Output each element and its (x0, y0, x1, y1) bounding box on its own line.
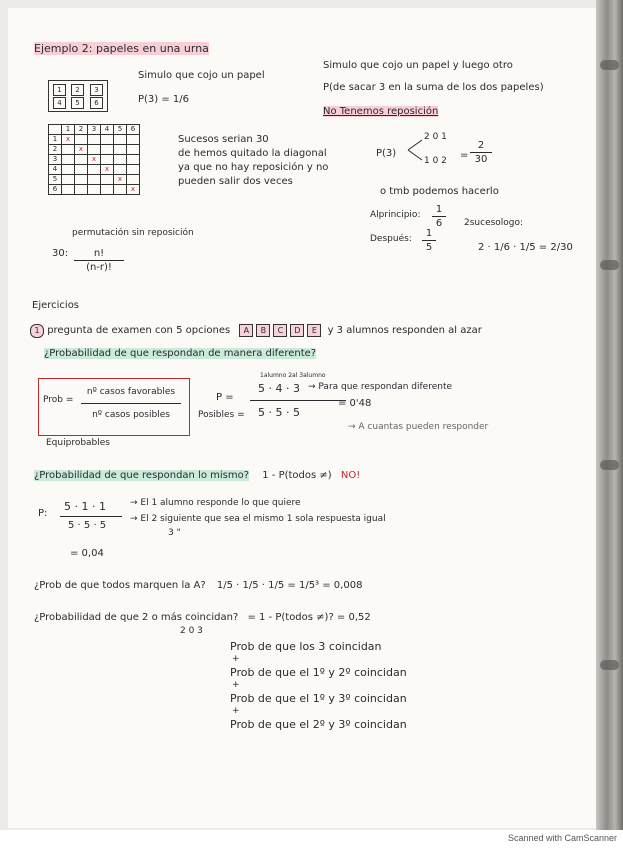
paper-5: 5 (71, 97, 84, 109)
calc2-num: 5 · 1 · 1 (64, 500, 106, 513)
prob-den: nº casos posibles (92, 410, 170, 420)
option-box: A (239, 324, 253, 337)
coincidence-item: Prob de que los 3 coincidan (230, 640, 382, 653)
permutacion-num: n! (93, 248, 105, 259)
table-cell (101, 155, 114, 165)
table-header-row (49, 125, 140, 135)
table-cell: 3 (49, 155, 62, 165)
table-cell: x (62, 135, 75, 145)
despues-fraction (422, 228, 436, 253)
permutacion-den: (n-r)! (86, 262, 112, 273)
table-cell (101, 185, 114, 195)
table-cell (88, 135, 101, 145)
sucesos-line4: pueden salir dos veces (178, 176, 293, 187)
table-row (49, 135, 140, 145)
table-cell: x (127, 185, 140, 195)
q-a-calc: 1/5 · 1/5 · 1/5 = 1/5³ = 0,008 (216, 580, 363, 591)
sucesos-line1: Sucesos serian 30 (178, 134, 269, 145)
calc1-num: 5 · 4 · 3 (258, 382, 300, 395)
table-row (49, 165, 140, 175)
sucesologo-calc: 2 · 1/6 · 1/5 = 2/30 (478, 242, 573, 253)
tree-result-den: 30 (474, 154, 488, 165)
permutacion-thirty: 30: (52, 248, 69, 259)
q-mismo-text: ¿Probabilidad de que respondan lo mismo? (34, 470, 250, 481)
paper-6: 6 (90, 97, 103, 109)
table-cell: x (88, 155, 101, 165)
principio-label: Alprincipio: (370, 210, 421, 220)
table-cell (114, 155, 127, 165)
table-cell (62, 165, 75, 175)
despues-num: 1 (425, 228, 433, 239)
table-cell (114, 165, 127, 175)
right-line2: P(de sacar 3 en la suma de los dos papeles) (323, 82, 544, 93)
tree-result-num: 2 (477, 140, 485, 151)
question-text: pregunta de examen con 5 opciones (47, 325, 231, 336)
table-cell (114, 135, 127, 145)
table-cell (127, 135, 140, 145)
principio-den: 6 (435, 218, 443, 229)
option-box: B (256, 324, 270, 337)
table-cell (101, 135, 114, 145)
urn-papers-box (48, 80, 108, 112)
table-cell (75, 185, 88, 195)
q-mismo-line (34, 470, 360, 481)
table-cell (127, 165, 140, 175)
calc1-fraction-bar (250, 400, 346, 401)
prob-label: Prob = (43, 395, 74, 405)
table-cell: 6 (49, 185, 62, 195)
table-cell (88, 145, 101, 155)
table-cell: x (114, 175, 127, 185)
calc2-den: 5 · 5 · 5 (68, 520, 107, 531)
table-cell: x (75, 145, 88, 155)
question-1-line (30, 324, 482, 338)
table-row (49, 145, 140, 155)
table-row (49, 175, 140, 185)
calc2-note1: → El 1 alumno responde lo que quiere (130, 498, 301, 508)
calc1-den: 5 · 5 · 5 (258, 406, 300, 419)
option-box: C (273, 324, 287, 337)
paper-1: 1 (53, 84, 66, 96)
equiprobables-text: Equiprobables (46, 438, 110, 448)
prob-num: nº casos favorables (86, 387, 176, 397)
coincidence-item: Prob de que el 2º y 3º coincidan (230, 718, 407, 731)
tree-result-fraction (470, 140, 492, 165)
no-reposicion-text: No Tenemos reposición (323, 106, 439, 117)
table-cell (88, 185, 101, 195)
plus-sign: + (232, 706, 240, 716)
table-cell (114, 145, 127, 155)
calc2-fraction-bar (60, 516, 122, 517)
fraction-bar (422, 240, 436, 241)
table-cell: x (101, 165, 114, 175)
question-text2: y 3 alumnos responden al azar (327, 325, 482, 336)
fraction-bar (432, 216, 446, 217)
fraction-bar (81, 403, 181, 404)
calc2-note3: 3 " (168, 528, 181, 538)
binder-ring (600, 660, 619, 670)
binder-ring (600, 460, 619, 470)
table-cell (62, 175, 75, 185)
q-a-line (34, 580, 362, 591)
permutacion-fraction (74, 248, 124, 273)
table-cell (75, 155, 88, 165)
question-line2-text: ¿Probabilidad de que respondan de manera diferente? (44, 348, 317, 359)
simulo-text: Simulo que cojo un papel (138, 70, 265, 81)
coincidence-item: Prob de que el 1º y 2º coincidan (230, 666, 407, 679)
despues-label: Después: (370, 234, 412, 244)
scanner-footer (0, 830, 623, 848)
table-row (49, 155, 140, 165)
tree-branch-icon (406, 136, 426, 164)
table-cell (75, 135, 88, 145)
calc1-result: = 0'48 (338, 398, 372, 409)
section-title-text: Ejemplo 2: papeles en una urna (34, 42, 209, 55)
right-line1: Simulo que cojo un papel y luego otro (323, 60, 513, 71)
table-header-cell: 4 (101, 125, 114, 135)
binder-edge (596, 0, 623, 830)
table-cell (127, 155, 140, 165)
table-cell (62, 185, 75, 195)
table-header-cell: 1 (62, 125, 75, 135)
question-number-badge: 1 (30, 324, 44, 338)
principio-fraction (432, 204, 446, 229)
question-1-line2 (44, 348, 316, 359)
sucesos-line2: de hemos quitado la diagonal (178, 148, 327, 159)
right-line3 (323, 106, 438, 117)
table-cell (127, 145, 140, 155)
calc1-arrow-note: → Para que respondan diferente (308, 382, 453, 392)
p3-tree-label: P(3) (376, 148, 397, 159)
calc1-posibles: Posibles = (198, 410, 245, 420)
table-cell (62, 145, 75, 155)
table-cell: 5 (49, 175, 62, 185)
table-cell: 1 (49, 135, 62, 145)
table-header-cell: 6 (127, 125, 140, 135)
paper-3: 3 (90, 84, 103, 96)
calc1-top-labels: 1alumno 2al 3alumno (260, 372, 326, 379)
q-coinc-sub: 2 0 3 (180, 626, 203, 636)
table-header-cell: 2 (75, 125, 88, 135)
table-cell (101, 175, 114, 185)
p3-text: P(3) = 1/6 (138, 94, 190, 105)
q-mismo-alt: 1 - P(todos ≠) (262, 470, 332, 481)
plus-sign: + (232, 680, 240, 690)
scanner-watermark: Scanned with CamScanner (507, 833, 617, 843)
despues-den: 5 (425, 242, 433, 253)
plus-sign: + (232, 654, 240, 664)
table-header-cell: 3 (88, 125, 101, 135)
q-coinc-calc: = 1 - P(todos ≠)? = 0,52 (247, 612, 371, 623)
table-header-cell: 5 (114, 125, 127, 135)
table-cell (75, 175, 88, 185)
calc2-note2: → El 2 siguiente que sea el mismo 1 sola respuesta igual (130, 514, 386, 524)
q-coinc-line (34, 612, 371, 623)
outcome-table (48, 124, 140, 195)
permutacion-label: permutación sin reposición (72, 228, 194, 238)
table-row (49, 185, 140, 195)
paper-4: 4 (53, 97, 66, 109)
table-cell (88, 175, 101, 185)
eq-sign: = (460, 150, 469, 161)
fraction-bar (74, 260, 124, 261)
sucesos-line3: ya que no hay reposición y no (178, 162, 329, 173)
table-cell: 4 (49, 165, 62, 175)
tree-branch2: 1 0 2 (424, 156, 447, 166)
probability-formula-box (38, 378, 190, 436)
tmb-text: o tmb podemos hacerlo (380, 186, 499, 197)
calc1-p-eq: P = (216, 392, 234, 403)
table-cell (114, 185, 127, 195)
table-cell (127, 175, 140, 185)
paper-2: 2 (71, 84, 84, 96)
table-cell (75, 165, 88, 175)
coincidence-item: Prob de que el 1º y 3º coincidan (230, 692, 407, 705)
option-box: E (307, 324, 321, 337)
table-header-cell (49, 125, 62, 135)
table-cell (62, 155, 75, 165)
outcome-table-body (49, 125, 140, 195)
options-boxes (239, 325, 324, 336)
calc2-p: P: (38, 508, 48, 519)
q-mismo-no: NO! (340, 470, 361, 481)
binder-ring (600, 260, 619, 270)
table-cell: 2 (49, 145, 62, 155)
sucesologo-label: 2sucesologo: (464, 218, 524, 228)
notebook-sheet (8, 8, 597, 828)
tree-branch1: 2 0 1 (424, 132, 447, 142)
fraction-bar (470, 152, 492, 153)
option-box: D (290, 324, 304, 337)
principio-num: 1 (435, 204, 443, 215)
section-title (34, 42, 209, 55)
binder-ring (600, 60, 619, 70)
prob-fraction (81, 387, 181, 420)
table-cell (101, 145, 114, 155)
table-cell (88, 165, 101, 175)
ejercicios-title: Ejercicios (32, 300, 80, 311)
q-a-text: ¿Prob de que todos marquen la A? (34, 580, 206, 591)
calc2-result: = 0,04 (70, 548, 104, 559)
calc1-note: → A cuantas pueden responder (348, 422, 489, 432)
q-coinc-text: ¿Probabilidad de que 2 o más coincidan? (34, 612, 239, 623)
